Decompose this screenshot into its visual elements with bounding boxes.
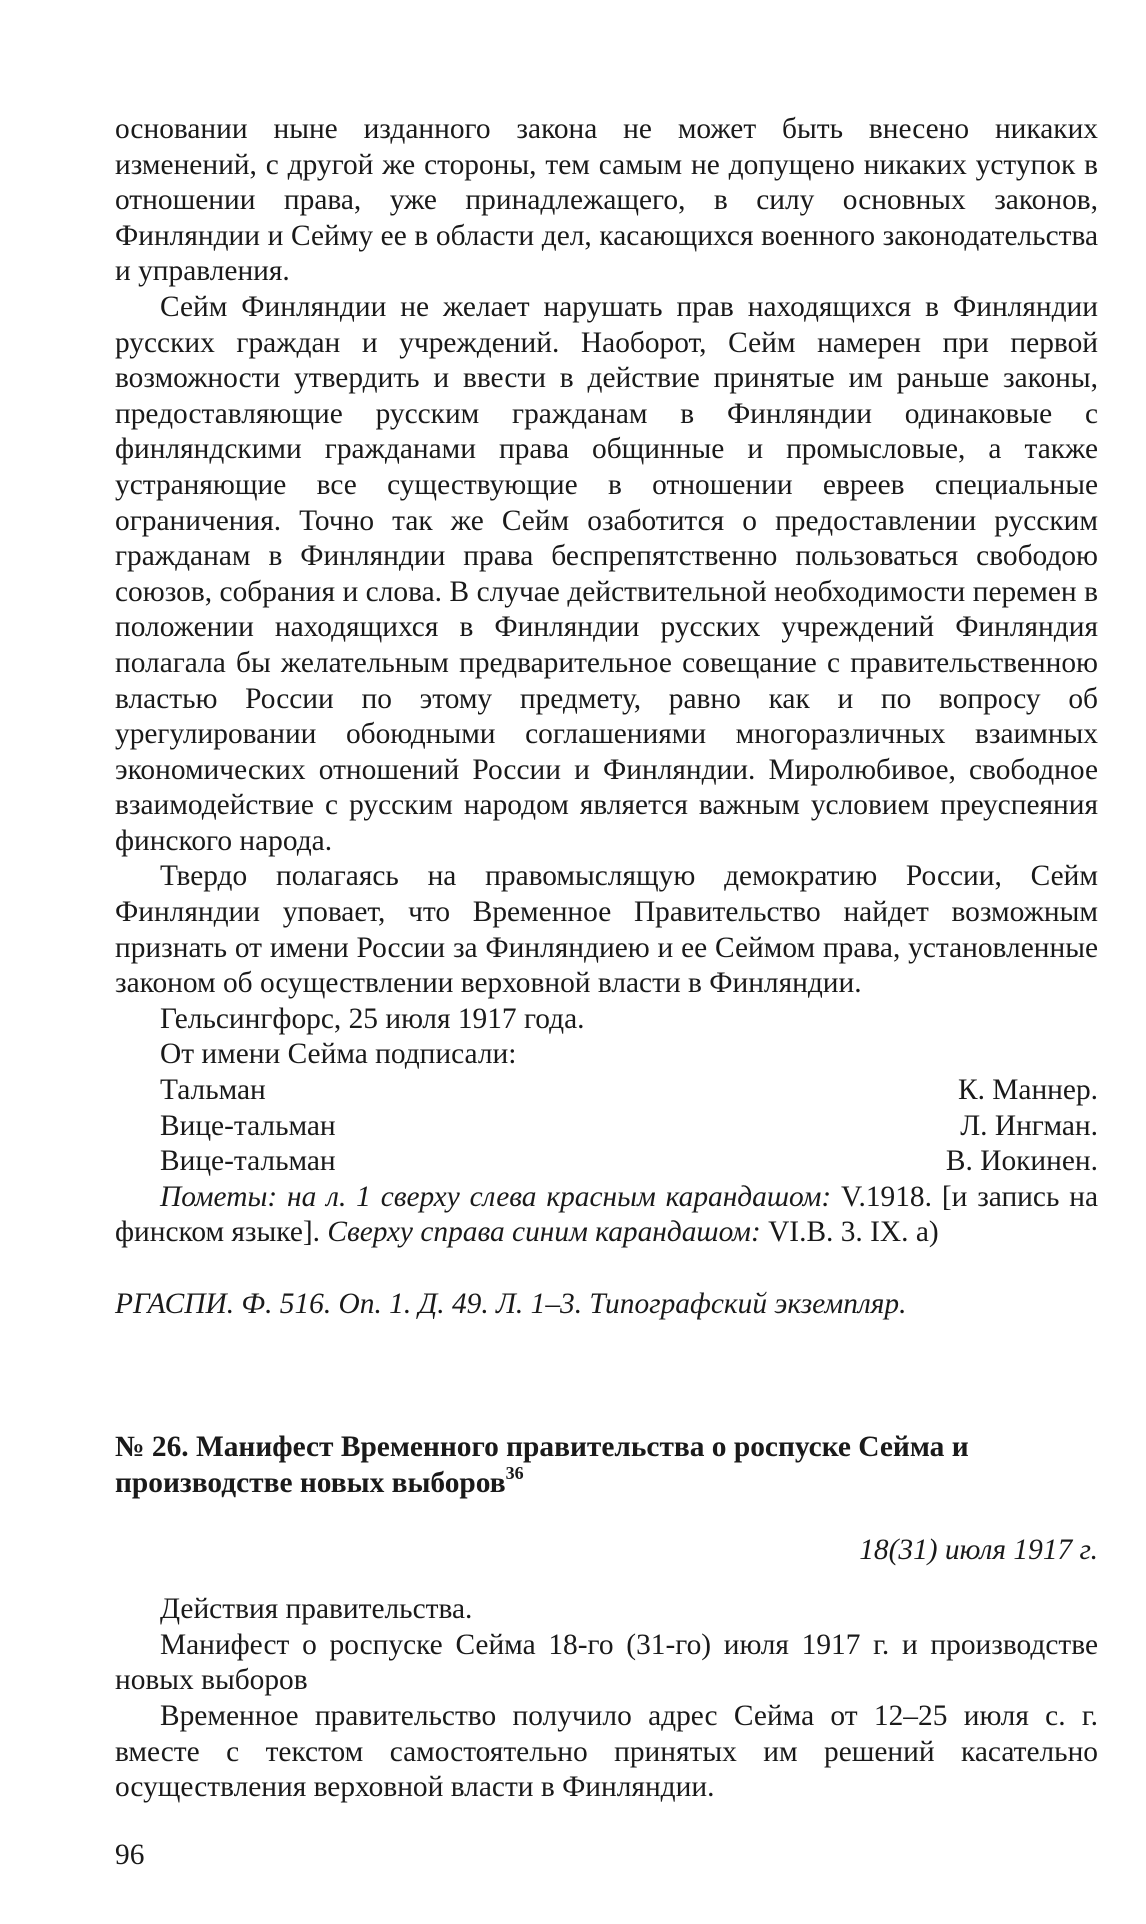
signature-row — [160, 1109, 1098, 1145]
document-title-text: № 26. Манифест Временного правительства о роспуске Сейма и производстве новых выборов — [115, 1430, 969, 1499]
page-number: 96 — [115, 1839, 145, 1871]
document-title — [115, 1429, 1098, 1501]
document-date: 18(31) июля 1917 г. — [859, 1533, 1098, 1566]
signature-role: Тальман — [160, 1074, 266, 1107]
doc-line-received: Временное правительство получило адрес Сейма от 12–25 июля с. г. вместе с текстом самостоятельно принятых им решений касательно осуществления верховной власти в Финляндии. — [115, 1699, 1098, 1804]
note-italic-1: Пометы: на л. 1 сверху слева красным карандашом: — [160, 1180, 832, 1213]
signature-name: К. Маннер. — [957, 1074, 1098, 1107]
note-plain-1: V.1918. [и запись на финском языке]. — [115, 1180, 1098, 1249]
paragraph-sejm-rights: Сейм Финляндии не желает нарушать прав находящихся в Финляндии русских граждан и учреждений. Наоборот, Сейм намерен при первой возможности утвердить и ввести в действие принятые им раньше законы, предоставляющие русским гражданам в Финляндии одинаковые с финляндскими гражданами права общинные и промысловые, а также устраняющие все существующие в отношении евреев специальные ограничения. Точно так же Сейм озаботится о предоставлении русским гражданам в Финляндии права беспрепятственно пользоваться свободою союзов, собрания и слова. В случае действительной необходимости перемен в положении находящихся в Финляндии русских учреждений Финляндия полагала бы желательным предварительное совещание с правительственною властью России по этому предмету, равно как и по вопросу об урегулировании обоюдными соглашениями многоразличных взаимных экономических отношений России и Финляндии. Миролюбивое, свободное взаимодействие с русским народом является важным условием преуспеяния финского народа. — [115, 290, 1098, 857]
place-date: Гельсингфорс, 25 июля 1917 года. — [160, 1002, 585, 1035]
signature-role: Вице-тальман — [160, 1145, 336, 1178]
footnote-marker: 36 — [505, 1462, 524, 1483]
signature-role: Вице-тальман — [160, 1109, 336, 1142]
paragraph-appeal: Твердо полагаясь на правомыслящую демократию России, Сейм Финляндии уповает, что Временное Правительство найдет возможным признать от имени России за Финляндиею и ее Сеймом права, установленные законом об осуществлении верховной власти в Финляндии. — [115, 860, 1098, 1000]
page-body — [115, 112, 1098, 1806]
doc-line-actions: Действия правительства. — [160, 1593, 473, 1626]
note-plain-2: VI.B. 3. IX. а) — [760, 1216, 939, 1249]
signature-row — [160, 1073, 1098, 1109]
signed-intro: От имени Сейма подписали: — [160, 1038, 517, 1071]
paragraph-continued: основании ныне изданного закона не может быть внесено никаких изменений, с другой же стороны, тем самым не допущено никаких уступок в отношении права, уже принадлежащего, в силу основных законов, Финляндии и Сейму ее в области дел, касающихся военного законодательства и управления. — [115, 113, 1098, 288]
doc-line-manifest: Манифест о роспуске Сейма 18-го (31-го) июля 1917 г. и производстве новых выборов — [115, 1628, 1098, 1697]
signature-name: Л. Ингман. — [960, 1109, 1098, 1142]
note-italic-2: Сверху справа синим карандашом: — [327, 1216, 761, 1249]
archive-source: РГАСПИ. Ф. 516. Оп. 1. Д. 49. Л. 1–3. Типографский экземпляр. — [115, 1288, 907, 1320]
signature-row — [160, 1144, 1098, 1180]
archival-notes — [115, 1180, 1098, 1251]
signature-name: В. Иокинен. — [945, 1145, 1098, 1178]
